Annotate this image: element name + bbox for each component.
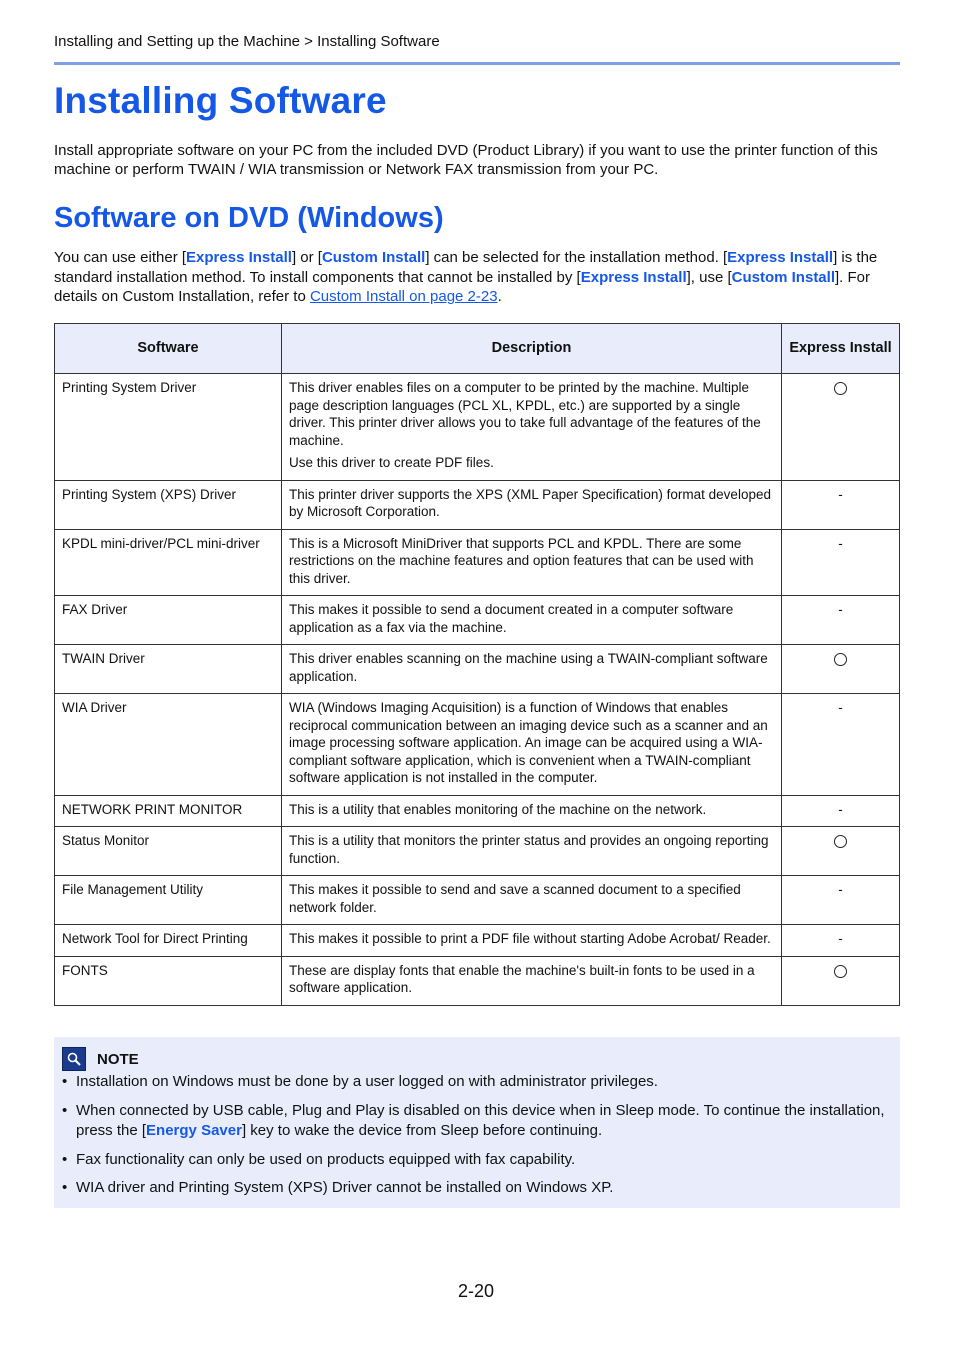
not-included-dash: - — [838, 801, 843, 817]
header-express-install: Express Install — [782, 324, 900, 374]
custom-install-link[interactable]: Custom Install on page 2-23 — [309, 288, 498, 305]
description-text: This makes it possible to send a document created in a computer software application as a fax via the machine. — [289, 602, 734, 635]
description-cell — [282, 795, 782, 827]
header-software: Software — [55, 324, 282, 374]
software-name-cell: KPDL mini-driver/PCL mini-driver — [55, 529, 282, 596]
page-number: 2-20 — [458, 1281, 495, 1301]
express-install-cell — [782, 596, 900, 645]
table-row — [55, 596, 900, 645]
description-cell — [282, 645, 782, 694]
header-description: Description — [282, 324, 782, 374]
breadcrumb: Installing and Setting up the Machine > Installing Software — [54, 33, 440, 50]
description-text: This makes it possible to send and save a scanned document to a specified network folder. — [289, 882, 741, 915]
install-method-paragraph: You can use either [Express Install] or [Custom Install] can be selected for the installation method. [Express Install] is the standard installation method. To install components that cannot be installed by [Express Install], use [Custom Install]. For details on Custom Installation, refer to Custom Install on page 2-23. — [54, 249, 878, 305]
description-cell — [282, 876, 782, 925]
software-name-cell: WIA Driver — [55, 694, 282, 796]
table-row — [55, 374, 900, 481]
software-name-cell: FAX Driver — [55, 596, 282, 645]
software-name-cell: TWAIN Driver — [55, 645, 282, 694]
description-text: This is a utility that enables monitoring of the machine on the network. — [289, 801, 707, 817]
note-title: NOTE — [97, 1050, 139, 1068]
table-row — [55, 645, 900, 694]
description-cell — [282, 956, 782, 1005]
software-name-cell: NETWORK PRINT MONITOR — [55, 795, 282, 827]
table-row — [55, 480, 900, 529]
description-text: WIA (Windows Imaging Acquisition) is a function of Windows that enables reciprocal communication between an imaging device such as a scanner and an image processing software application. An image can be acquired using a WIA-compliant software application, which is convenient when a TWAIN-compliant software application is not installed in the computer. — [289, 700, 768, 785]
keyword-custom-install: Custom Install — [321, 249, 426, 266]
description-cell — [282, 827, 782, 876]
express-install-cell — [782, 827, 900, 876]
keyword-custom-install: Custom Install — [731, 268, 835, 286]
software-name-cell: File Management Utility — [55, 876, 282, 925]
included-circle-icon — [834, 965, 847, 978]
description-text: This is a Microsoft MiniDriver that supports PCL and KPDL. There are some restrictions on the machine features and option features that can be used with this driver. — [289, 535, 754, 586]
note-item: • WIA driver and Printing System (XPS) Driver cannot be installed on Windows XP. — [62, 1178, 892, 1199]
software-table — [54, 323, 900, 1006]
express-install-cell — [782, 956, 900, 1005]
description-text: This driver enables scanning on the machine using a TWAIN-compliant software application. — [289, 651, 768, 684]
not-included-dash: - — [838, 602, 843, 617]
keyword-energy-saver: Energy Saver — [146, 1122, 242, 1139]
included-circle-icon — [834, 382, 847, 395]
not-included-dash: - — [838, 931, 843, 946]
express-install-cell — [782, 480, 900, 529]
description-cell — [282, 925, 782, 957]
table-row — [55, 876, 900, 925]
note-icon — [62, 1047, 86, 1071]
description-text: This is a utility that monitors the printer status and provides an ongoing reporting function. — [289, 833, 769, 866]
table-header-row — [55, 324, 900, 374]
table-row — [55, 529, 900, 596]
table-row — [55, 827, 900, 876]
software-name-cell: Status Monitor — [55, 827, 282, 876]
description-cell — [282, 480, 782, 529]
intro-paragraph: Install appropriate software on your PC from the included DVD (Product Library) if you want to use the printer function of this machine or perform TWAIN / WIA transmission or Network FAX transmission from your PC. — [54, 142, 878, 178]
keyword-express-install: Express Install — [186, 249, 292, 266]
table-row — [55, 694, 900, 796]
description-cell — [282, 529, 782, 596]
express-install-cell — [782, 795, 900, 827]
note-box — [54, 1037, 900, 1208]
keyword-express-install: Express Install — [580, 268, 687, 286]
header-rule — [54, 62, 900, 65]
description-text: Use this driver to create PDF files. — [289, 455, 494, 470]
keyword-express-install: Express Install — [727, 249, 834, 266]
note-item: • Fax functionality can only be used on products equipped with fax capability. — [62, 1150, 892, 1171]
included-circle-icon — [834, 653, 847, 666]
express-install-cell — [782, 645, 900, 694]
description-text: This printer driver supports the XPS (XML Paper Specification) format developed by Microsoft Corporation. — [289, 486, 771, 519]
not-included-dash: - — [838, 700, 843, 715]
express-install-cell — [782, 876, 900, 925]
table-row — [55, 956, 900, 1005]
description-text: These are display fonts that enable the machine's built-in fonts to be used in a software application. — [289, 962, 755, 995]
note-item: • Installation on Windows must be done by a user logged on with administrator privileges. — [62, 1072, 892, 1093]
note-header — [62, 1047, 139, 1071]
software-name-cell: Network Tool for Direct Printing — [55, 925, 282, 957]
section-heading: Software on DVD (Windows) — [54, 202, 444, 234]
description-text: This driver enables files on a computer to be printed by the machine. Multiple page description languages (PCL XL, KPDL, etc.) are supported by a single driver. This printer driver allows you to take full advantage of the features of the machine. — [289, 380, 761, 448]
table-row — [55, 925, 900, 957]
description-cell — [282, 374, 782, 481]
table-row — [55, 795, 900, 827]
note-list — [62, 1072, 892, 1207]
description-cell — [282, 694, 782, 796]
note-item: • When connected by USB cable, Plug and Play is disabled on this device when in Sleep mode. To continue the installation, press the [Energy Saver] key to wake the device from Sleep before continuing. — [62, 1101, 892, 1142]
express-install-cell — [782, 694, 900, 796]
express-install-cell — [782, 374, 900, 481]
not-included-dash: - — [838, 882, 843, 897]
not-included-dash: - — [838, 535, 843, 551]
page-title: Installing Software — [54, 80, 387, 121]
express-install-cell — [782, 925, 900, 957]
software-name-cell: Printing System (XPS) Driver — [55, 480, 282, 529]
description-cell — [282, 596, 782, 645]
not-included-dash: - — [838, 486, 843, 502]
software-name-cell: FONTS — [55, 956, 282, 1005]
express-install-cell — [782, 529, 900, 596]
description-text: This makes it possible to print a PDF file without starting Adobe Acrobat/ Reader. — [289, 931, 771, 946]
software-name-cell: Printing System Driver — [55, 374, 282, 481]
included-circle-icon — [834, 835, 847, 848]
